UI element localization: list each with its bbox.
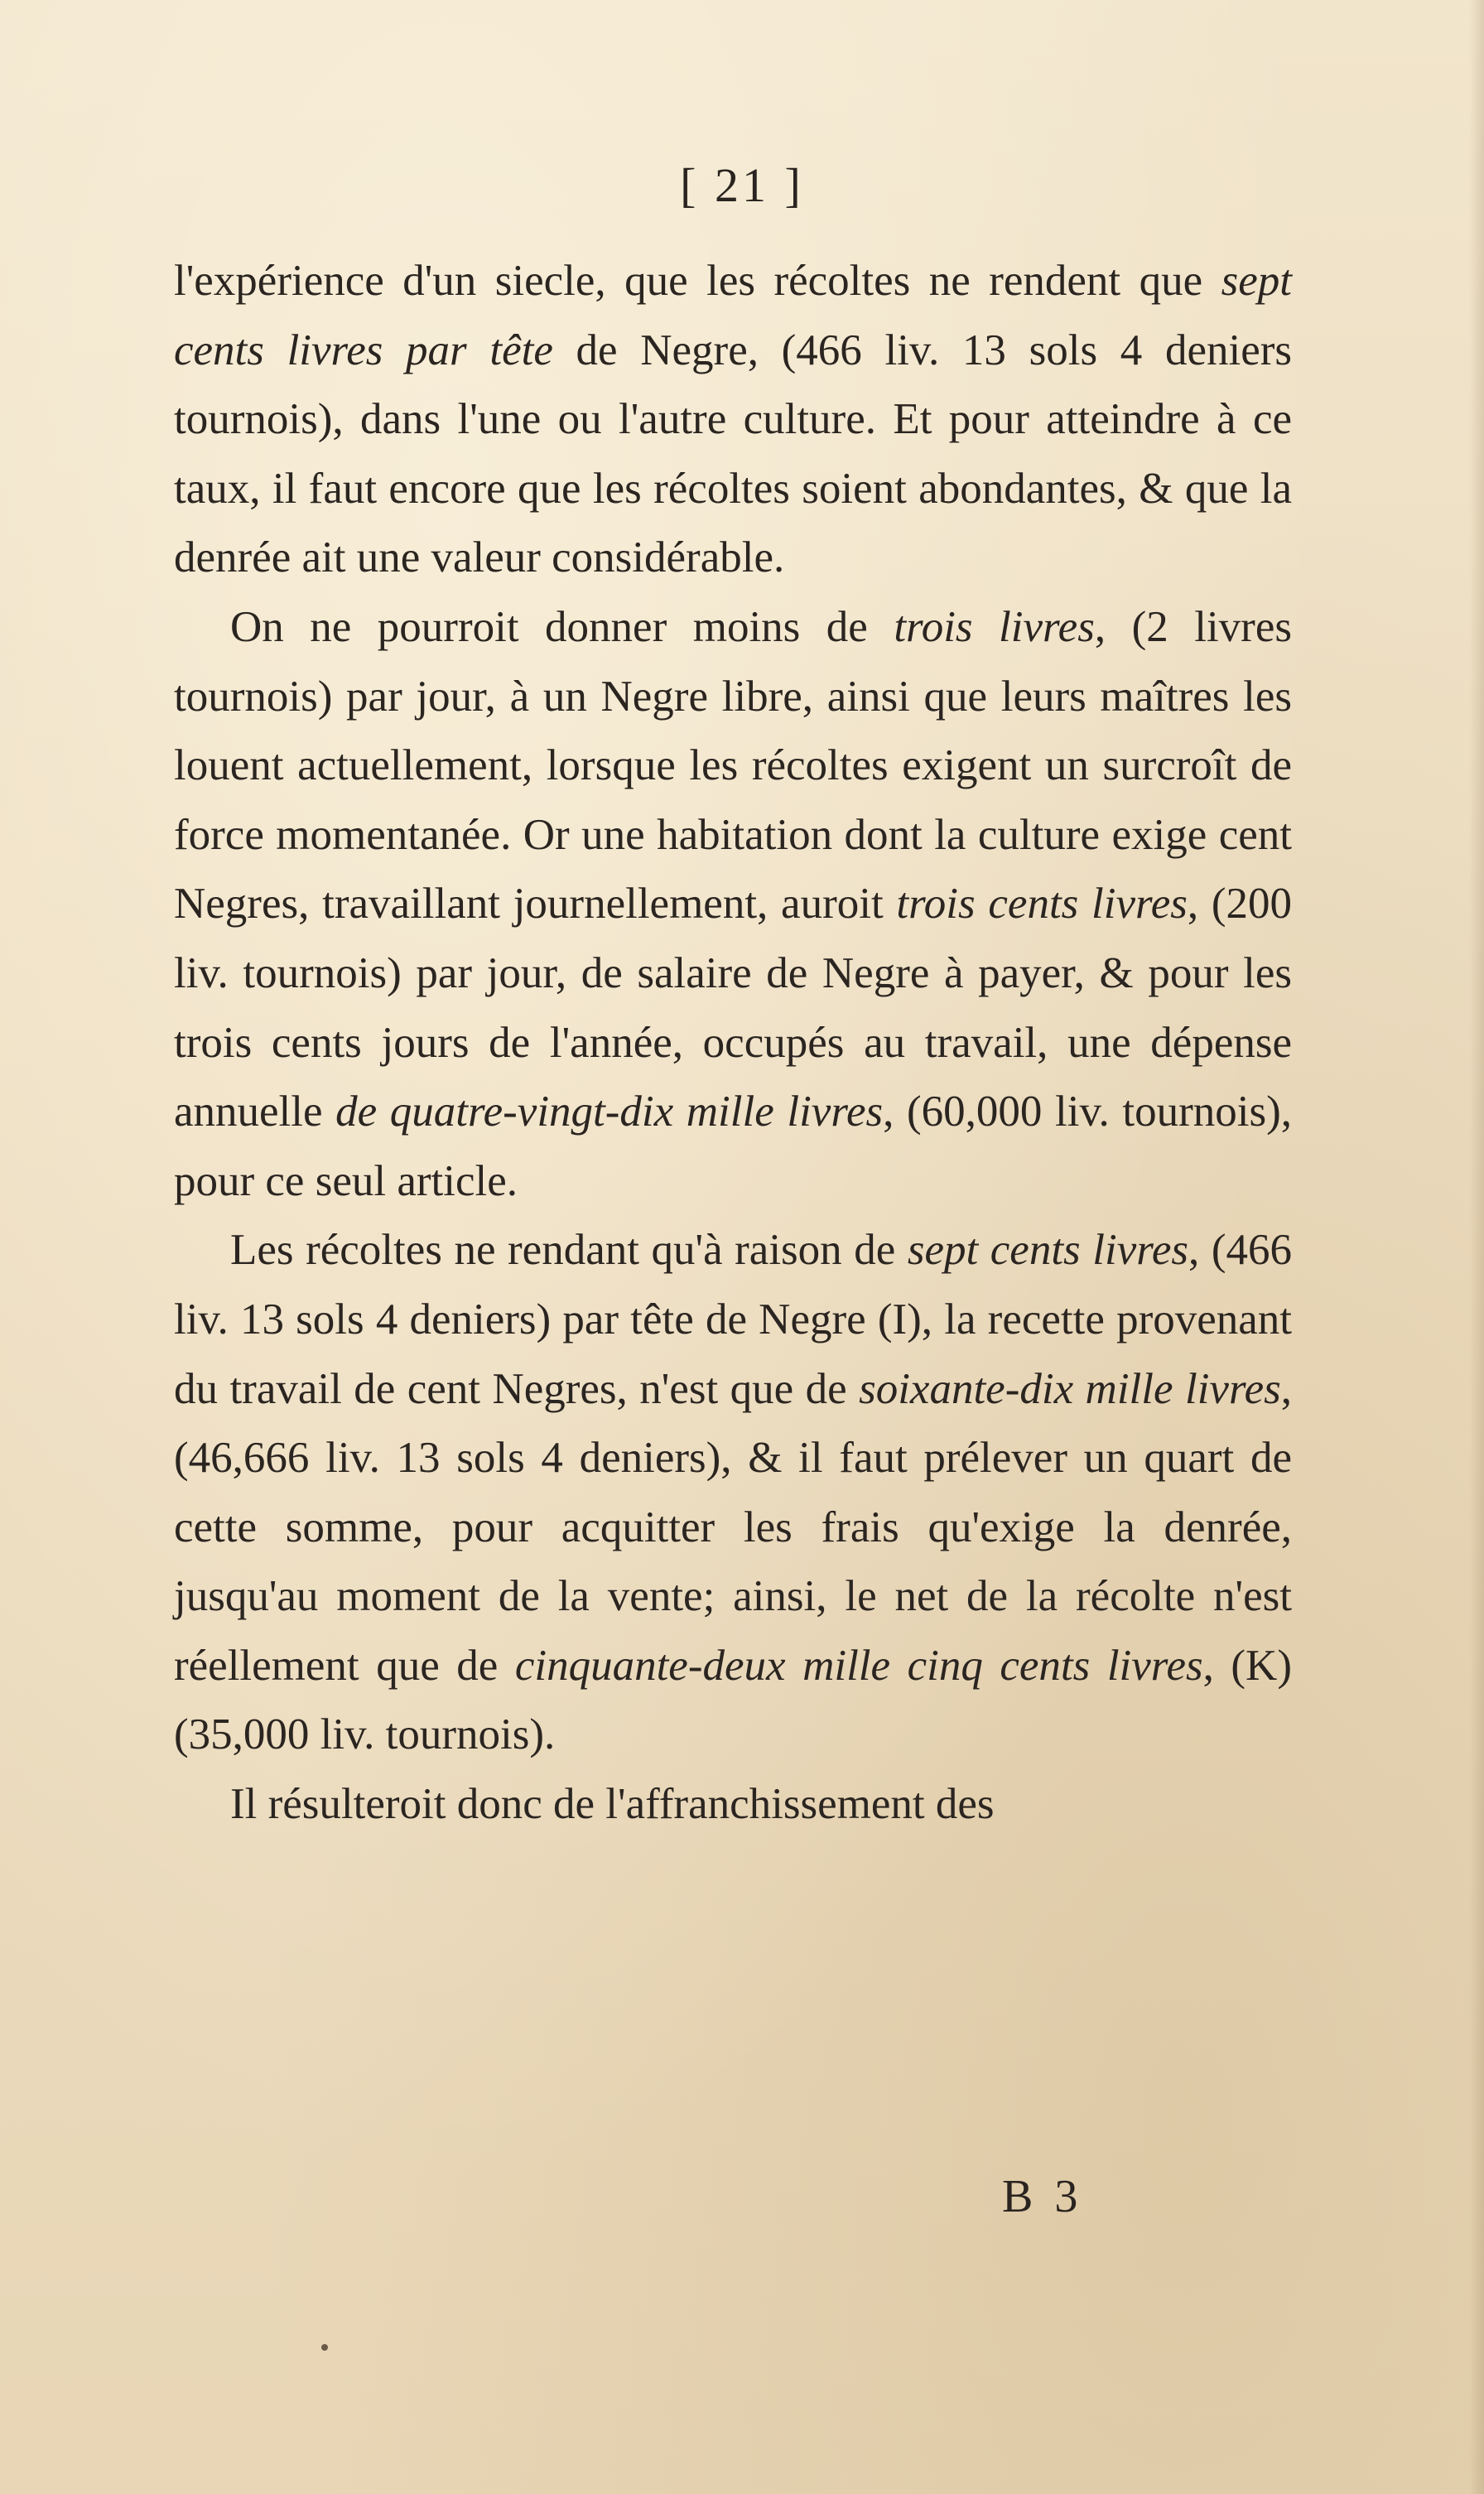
signature-mark: B 3 [1002,2171,1083,2222]
page-edge-shadow [1469,0,1484,2494]
italic-run: de quatre-vingt-dix mille livres [335,1088,884,1136]
italic-run: trois livres [894,602,1095,651]
italic-run: trois cents livres [896,880,1188,929]
text-run: , (60,000 liv. tournois), pour ce seul article. [174,1088,1292,1205]
text-run: , (K) (35,000 liv. tournois). [174,1641,1292,1759]
ink-speck [321,2344,328,2351]
text-run: , (2 livres tournois) par jour, à un Negre libre, ainsi que leurs maîtres les louent actuellement, lorsque les récoltes exigent un surcroît de force momentanée. Or une habitation dont la culture exige cent Negres, travaillant journellement, auroit [174,602,1292,929]
paragraph-4 [174,1770,1292,1840]
text-run: On ne pourroit donner moins de [230,602,894,651]
text-run: , (46,666 liv. 13 sols 4 deniers), & il faut prélever un quart de cette somme, pour acquitter les frais qu'exige la denrée, jusqu'au moment de la vente; ainsi, le net de la récolte n'est réellement que de [174,1364,1293,1690]
italic-run: cinquante-deux mille cinq cents livres [514,1641,1203,1690]
text-run: de Negre, (466 liv. 13 sols 4 deniers tournois), dans l'une ou l'autre culture. Et pour atteindre à ce taux, il faut encore que les récoltes soient abondantes, & que la denrée ait une valeur considérable. [174,326,1292,582]
paragraph-3 [174,1216,1292,1770]
text-run: l'expérience d'un siecle, que les récoltes ne rendent que [174,257,1221,305]
italic-run: soixante-dix mille livres [859,1364,1281,1413]
page-number: [ 21 ] [680,158,804,212]
text-run: , (466 liv. 13 sols 4 deniers) par tête de Negre (I), la recette provenant du travail de cent Negres, n'est que de [174,1226,1292,1413]
body-text [174,247,1292,1840]
italic-run: sept cents livres [907,1226,1189,1275]
text-run: Il résulteroit donc de l'affranchissement des [230,1780,995,1829]
paragraph-1 [174,247,1292,593]
paragraph-2 [174,593,1292,1216]
text-run: Les récoltes ne rendant qu'à raison de [230,1226,908,1275]
italic-run: sept cents livres par tête [174,257,1292,374]
text-run: , (200 liv. tournois) par jour, de salaire de Negre à payer, & pour les trois cents jours de l'année, occupés au travail, une dépense annuelle [174,880,1292,1136]
